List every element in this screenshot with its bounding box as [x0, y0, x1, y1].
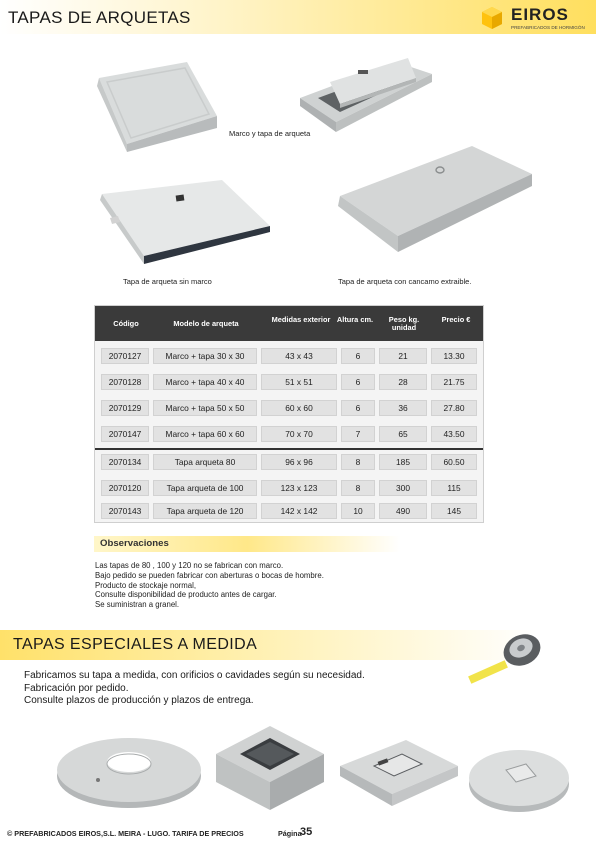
cell-peso: 21 — [379, 348, 427, 364]
cell-peso: 490 — [379, 503, 427, 519]
cell-precio: 43.50 — [431, 426, 477, 442]
section2-title: TAPAS ESPECIALES A MEDIDA — [13, 636, 258, 653]
tape-measure-icon — [466, 624, 546, 688]
observacion-line: Consulte disponibilidad de producto antes de cargar. — [95, 590, 277, 599]
cell-modelo: Tapa arqueta de 120 — [153, 503, 257, 519]
logo-tagline: PREFABRICADOS DE HORMIGÓN — [511, 25, 585, 30]
tapa-cancamo-caption: Tapa de arqueta con cancamo extraible. — [338, 277, 472, 286]
observacion-line: Las tapas de 80 , 100 y 120 no se fabrican con marco. — [95, 561, 284, 570]
header-modelo: Modelo de arqueta — [173, 319, 239, 328]
table-row — [95, 498, 483, 524]
marco-arqueta-photo — [296, 52, 434, 138]
observacion-line: Producto de stockaje normal, — [95, 581, 196, 590]
page-title: TAPAS DE ARQUETAS — [8, 8, 191, 27]
cell-medidas: 142 x 142 — [261, 503, 337, 519]
round-cover-with-hatch-photo — [466, 740, 572, 820]
header-medidas: Medidas exterior — [271, 315, 331, 324]
cell-medidas: 51 x 51 — [261, 374, 337, 390]
cell-peso: 300 — [379, 480, 427, 496]
cell-precio: 60.50 — [431, 454, 477, 470]
cell-codigo: 2070143 — [101, 503, 149, 519]
cell-altura: 6 — [341, 400, 375, 416]
cell-medidas: 43 x 43 — [261, 348, 337, 364]
cell-altura: 7 — [341, 426, 375, 442]
cell-peso: 36 — [379, 400, 427, 416]
marco-tapa-caption: Marco y tapa de arqueta — [229, 129, 311, 138]
tapa-arqueta-photo — [93, 56, 223, 152]
logo-name: EIROS — [511, 5, 569, 24]
table-row — [95, 395, 483, 421]
section2-line: Fabricación por pedido. — [24, 683, 129, 694]
cell-medidas: 60 x 60 — [261, 400, 337, 416]
cell-medidas: 96 x 96 — [261, 454, 337, 470]
cell-altura: 6 — [341, 348, 375, 364]
cell-precio: 115 — [431, 480, 477, 496]
cell-precio: 145 — [431, 503, 477, 519]
logo-cube-icon — [481, 6, 503, 30]
table-row — [95, 369, 483, 395]
cell-peso: 185 — [379, 454, 427, 470]
header-peso: Peso kg. unidad — [388, 315, 420, 332]
footer-company: © PREFABRICADOS EIROS,S.L. MEIRA - LUGO. TARIFA DE PRECIOS — [7, 829, 244, 838]
cell-altura: 6 — [341, 374, 375, 390]
header-precio: Precio € — [441, 315, 471, 324]
tapa-cancamo-photo — [334, 140, 536, 258]
cell-altura: 8 — [341, 454, 375, 470]
table-header — [95, 306, 483, 341]
cell-modelo: Marco + tapa 30 x 30 — [153, 348, 257, 364]
price-table — [94, 305, 484, 523]
cell-medidas: 70 x 70 — [261, 426, 337, 442]
section2-line: Consulte plazos de producción y plazos de entrega. — [24, 695, 254, 706]
cell-codigo: 2070129 — [101, 400, 149, 416]
table-row — [95, 343, 483, 369]
observacion-line: Bajo pedido se pueden fabricar con aberturas o bocas de hombre. — [95, 571, 324, 580]
table-row — [95, 449, 483, 475]
cell-altura: 8 — [341, 480, 375, 496]
cell-peso: 28 — [379, 374, 427, 390]
cell-precio: 27.80 — [431, 400, 477, 416]
cell-modelo: Marco + tapa 60 x 60 — [153, 426, 257, 442]
cell-modelo: Tapa arqueta 80 — [153, 454, 257, 470]
cell-codigo: 2070147 — [101, 426, 149, 442]
footer-page-label: Página — [278, 829, 302, 838]
table-row — [95, 421, 483, 447]
slab-with-hatch-photo — [336, 736, 462, 814]
observacion-line: Se suministran a granel. — [95, 600, 180, 609]
cell-precio: 21.75 — [431, 374, 477, 390]
cell-medidas: 123 x 123 — [261, 480, 337, 496]
cell-modelo: Marco + tapa 50 x 50 — [153, 400, 257, 416]
cell-peso: 65 — [379, 426, 427, 442]
cell-codigo: 2070120 — [101, 480, 149, 496]
round-cover-with-hole-photo — [54, 728, 204, 816]
footer-page-number: 35 — [300, 826, 313, 838]
cell-codigo: 2070128 — [101, 374, 149, 390]
tapa-sin-marco-photo — [98, 176, 272, 272]
eiros-logo — [481, 4, 591, 34]
header-codigo: Código — [113, 319, 139, 328]
square-block-with-cover-photo — [212, 720, 328, 814]
observaciones-band — [94, 536, 400, 552]
observaciones-title: Observaciones — [100, 538, 169, 549]
cell-modelo: Tapa arqueta de 100 — [153, 480, 257, 496]
cell-modelo: Marco + tapa 40 x 40 — [153, 374, 257, 390]
section2-line: Fabricamos su tapa a medida, con orificios o cavidades según su necesidad. — [24, 670, 365, 681]
tapa-sin-marco-caption: Tapa de arqueta sin marco — [123, 277, 212, 286]
cell-altura: 10 — [341, 503, 375, 519]
cell-precio: 13.30 — [431, 348, 477, 364]
header-altura: Altura cm. — [336, 315, 374, 324]
cell-codigo: 2070127 — [101, 348, 149, 364]
cell-codigo: 2070134 — [101, 454, 149, 470]
